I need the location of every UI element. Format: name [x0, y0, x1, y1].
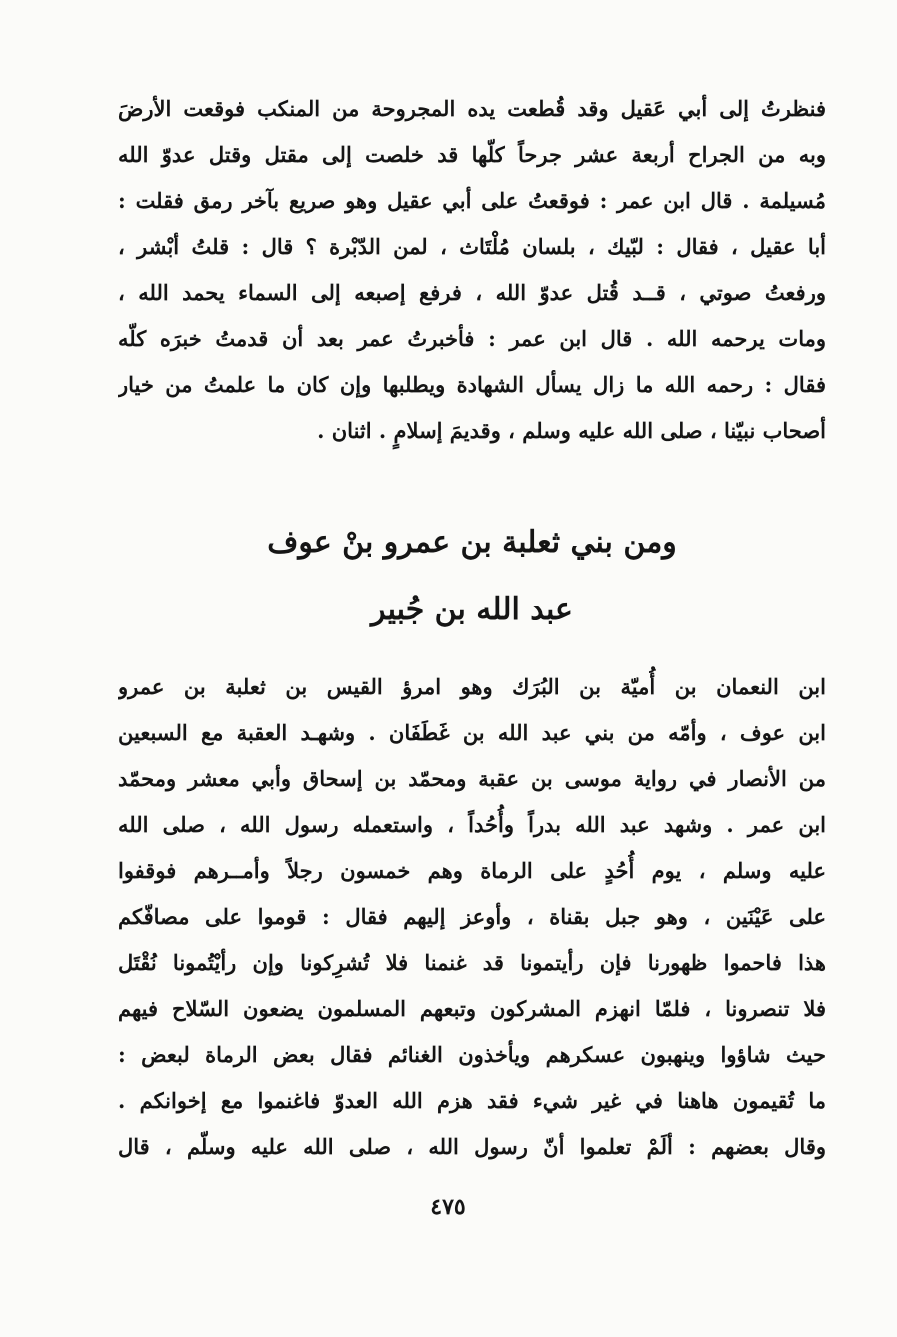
paragraph-line: ابن عمر . وشهد عبد الله بدراً وأُحُداً ، واستعمله رسول الله ، صلى الله — [118, 812, 826, 837]
paragraph-line: وبه من الجراح أربعة عشر جرحاً كلّها قد خلصت إلى مقتل وقتل عدوّ الله — [118, 142, 826, 167]
paragraph-line: وقال بعضهم : ألَمْ تعلموا أنّ رسول الله ، صلى الله عليه وسلّم ، قال — [118, 1134, 826, 1159]
paragraph-line: من الأنصار في رواية موسى بن عقبة ومحمّد بن إسحاق وأبي معشر ومحمّد — [118, 766, 826, 791]
subheading: عبد الله بن جُبير — [371, 592, 573, 627]
paragraph-line: أبا عقيل ، فقال : لبّيك ، بلسان مُلْتَاث ، لمن الدّبْرة ؟ قال : قلتُ أبْشر ، — [118, 234, 826, 259]
page-number: ٤٧٥ — [430, 1194, 466, 1220]
paragraph-line: مُسيلمة . قال ابن عمر : فوقعتُ على أبي عقيل وهو صريع بآخر رمق فقلت : — [118, 188, 826, 213]
paragraph-line: عليه وسلم ، يوم أُحُدٍ على الرماة وهم خمسون رجلاً وأمــرهم فوقفوا — [118, 858, 826, 883]
paragraph-line: حيث شاؤوا وينهبون عسكرهم ويأخذون الغنائم فقال بعض الرماة لبعض : — [118, 1042, 826, 1067]
paragraph-line: فلا تنصرونا ، فلمّا انهزم المشركون وتبعهم المسلمون يضعون السّلاح فيهم — [118, 996, 826, 1021]
paragraph-line: ابن النعمان بن أُميّة بن البُرَك وهو امرؤ القيس بن ثعلبة بن عمرو — [118, 674, 826, 699]
top-paragraph — [118, 86, 826, 454]
paragraph-line: فقال : رحمه الله ما زال يسأل الشهادة ويطلبها وإن كان ما علمتُ من خيار — [118, 372, 826, 397]
paragraph-line: ما تُقيمون هاهنا في غير شيء فقد هزم الله العدوّ فاغنموا مع إخوانكم . — [118, 1088, 826, 1113]
paragraph-line: فنظرتُ إلى أبي عَقيل وقد قُطعت يده المجروحة من المنكب فوقعت الأرضَ — [118, 96, 826, 121]
paragraph-line: ورفعتُ صوتي ، قــد قُتل عدوّ الله ، فرفع إصبعه إلى السماء يحمد الله ، — [118, 280, 826, 305]
paragraph-line: هذا فاحموا ظهورنا فإن رأيتمونا قد غنمنا فلا تُشرِكونا وإن رأيْتُمونا نُقْتَل — [118, 950, 826, 975]
paragraph-line: أصحاب نبيّنا ، صلى الله عليه وسلم ، وقديمَ إسلامٍ . اثنان . — [317, 418, 826, 443]
section-heading: ومن بني ثعلبة بن عمرو بنْ عوف — [267, 525, 677, 560]
bottom-paragraph — [118, 664, 826, 1170]
paragraph-line: على عَيْنَين ، وهو جبل بقناة ، وأوعز إليهم فقال : قوموا على مصافّكم — [118, 904, 826, 929]
paragraph-line: ومات يرحمه الله . قال ابن عمر : فأخبرتُ عمر بعد أن قدمتُ خبرَه كلّه — [118, 326, 826, 351]
paragraph-line: ابن عوف ، وأمّه من بني عبد الله بن غَطَفَان . وشهـد العقبة مع السبعين — [118, 720, 826, 745]
